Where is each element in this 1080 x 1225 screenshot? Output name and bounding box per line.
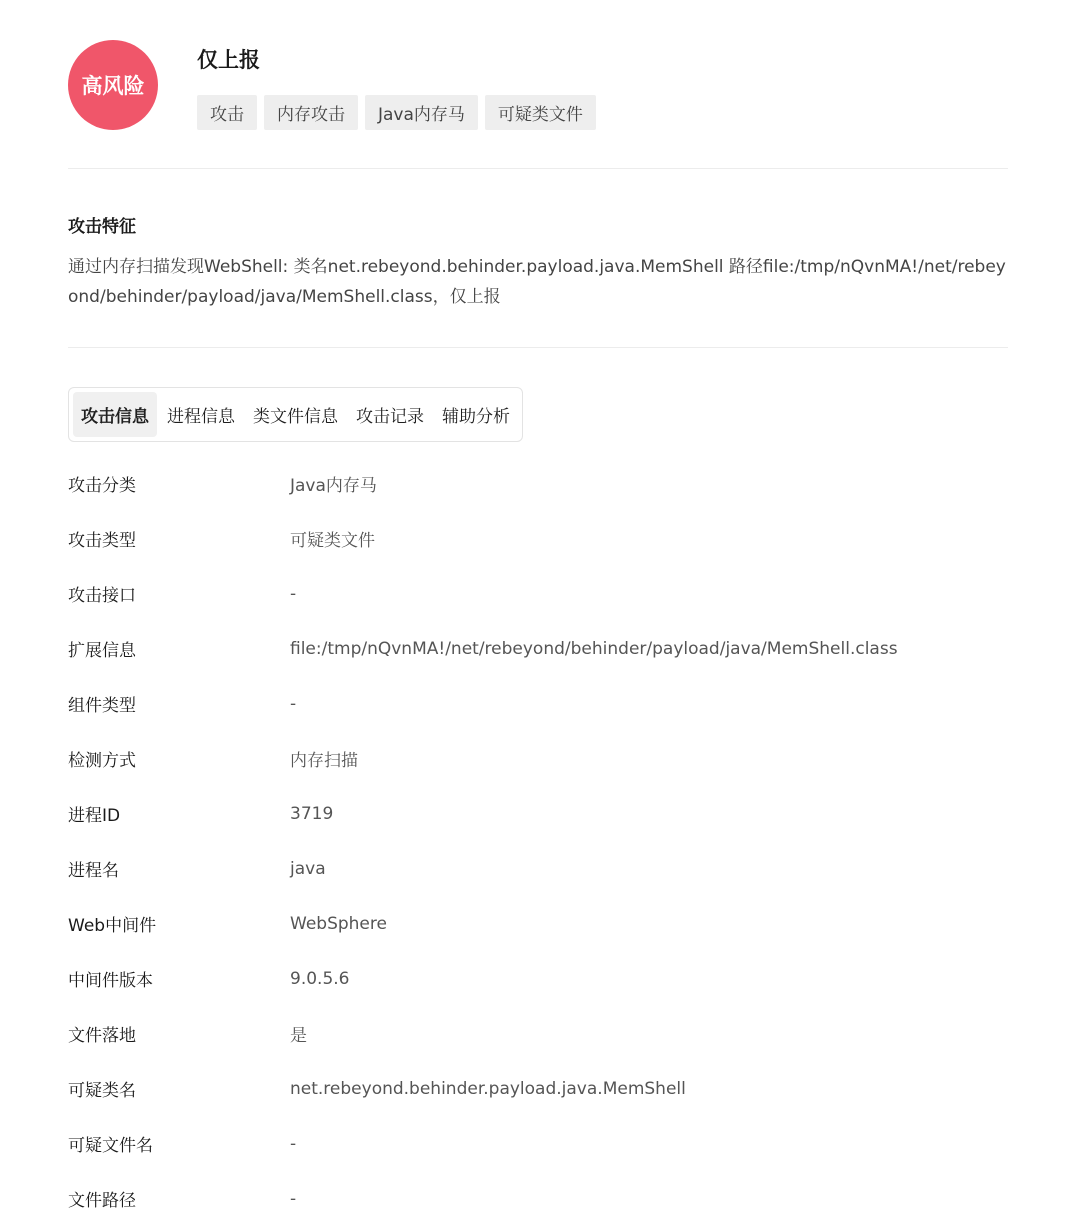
info-row-suspicious-file-name xyxy=(68,1116,1028,1171)
feature-description: 通过内存扫描发现WebShell: 类名net.rebeyond.behinder.payload.java.MemShell 路径file:/tmp/nQvnMA!/net/rebeyond/behinder/payload/java/MemShell.class，仅上报 xyxy=(68,257,1006,307)
info-label: 文件路径 xyxy=(68,1191,136,1211)
info-value: - xyxy=(290,693,297,714)
tab-attack-records[interactable]: 攻击记录 xyxy=(356,407,424,427)
info-label: Web中间件 xyxy=(68,916,157,936)
info-value: 可疑类文件 xyxy=(290,531,375,551)
info-value: java xyxy=(290,858,326,879)
info-label: 攻击类型 xyxy=(68,531,136,551)
info-value: net.rebeyond.behinder.payload.java.MemShell xyxy=(290,1078,686,1099)
attack-info-list xyxy=(68,456,1028,1225)
info-row-middleware-version xyxy=(68,951,1028,1006)
alert-title: 仅上报 xyxy=(197,48,260,72)
info-value: 内存扫描 xyxy=(290,751,358,771)
info-row-process-id xyxy=(68,786,1028,841)
tag-memory-attack: 内存攻击 xyxy=(264,95,358,130)
info-label: 可疑类名 xyxy=(68,1081,136,1101)
info-value: file:/tmp/nQvnMA!/net/rebeyond/behinder/payload/java/MemShell.class xyxy=(290,638,898,659)
info-label: 攻击分类 xyxy=(68,476,136,496)
info-label: 组件类型 xyxy=(68,696,136,716)
tag-suspicious-class-file: 可疑类文件 xyxy=(485,95,596,130)
info-row-attack-interface xyxy=(68,566,1028,621)
info-row-web-middleware xyxy=(68,896,1028,951)
info-label: 进程名 xyxy=(68,861,119,881)
info-label: 攻击接口 xyxy=(68,586,136,606)
info-value: - xyxy=(290,1133,297,1154)
tag-list xyxy=(197,95,596,130)
info-value: - xyxy=(290,583,297,604)
divider xyxy=(68,168,1008,169)
tag-attack: 攻击 xyxy=(197,95,257,130)
tab-class-file-info[interactable]: 类文件信息 xyxy=(253,407,338,427)
info-row-detection-method xyxy=(68,731,1028,786)
info-value: WebSphere xyxy=(290,913,387,934)
info-row-suspicious-class-name xyxy=(68,1061,1028,1116)
info-label: 扩展信息 xyxy=(68,641,136,661)
risk-level-text: 高风险 xyxy=(81,74,145,98)
info-row-file-landed xyxy=(68,1006,1028,1061)
info-label: 进程ID xyxy=(68,806,121,826)
info-label: 文件落地 xyxy=(68,1026,136,1046)
tab-process-info[interactable]: 进程信息 xyxy=(167,407,235,427)
info-value: 3719 xyxy=(290,803,334,824)
info-row-attack-type xyxy=(68,511,1028,566)
info-row-process-name xyxy=(68,841,1028,896)
detail-tabs xyxy=(68,387,523,442)
tab-auxiliary-analysis[interactable]: 辅助分析 xyxy=(442,407,510,427)
info-row-component-type xyxy=(68,676,1028,731)
info-row-attack-category xyxy=(68,456,1028,511)
tab-attack-info[interactable]: 攻击信息 xyxy=(73,392,157,437)
info-value: 9.0.5.6 xyxy=(290,968,350,989)
info-row-file-path xyxy=(68,1171,1028,1225)
info-value: 是 xyxy=(290,1026,307,1046)
info-label: 中间件版本 xyxy=(68,971,153,991)
divider xyxy=(68,347,1008,348)
info-label: 可疑文件名 xyxy=(68,1136,153,1156)
info-value: - xyxy=(290,1188,297,1209)
feature-section-title: 攻击特征 xyxy=(68,217,136,237)
tag-java-memshell: Java内存马 xyxy=(365,95,478,130)
info-label: 检测方式 xyxy=(68,751,136,771)
risk-level-badge xyxy=(68,40,158,130)
info-row-extended-info xyxy=(68,621,1028,676)
info-value: Java内存马 xyxy=(290,476,377,496)
